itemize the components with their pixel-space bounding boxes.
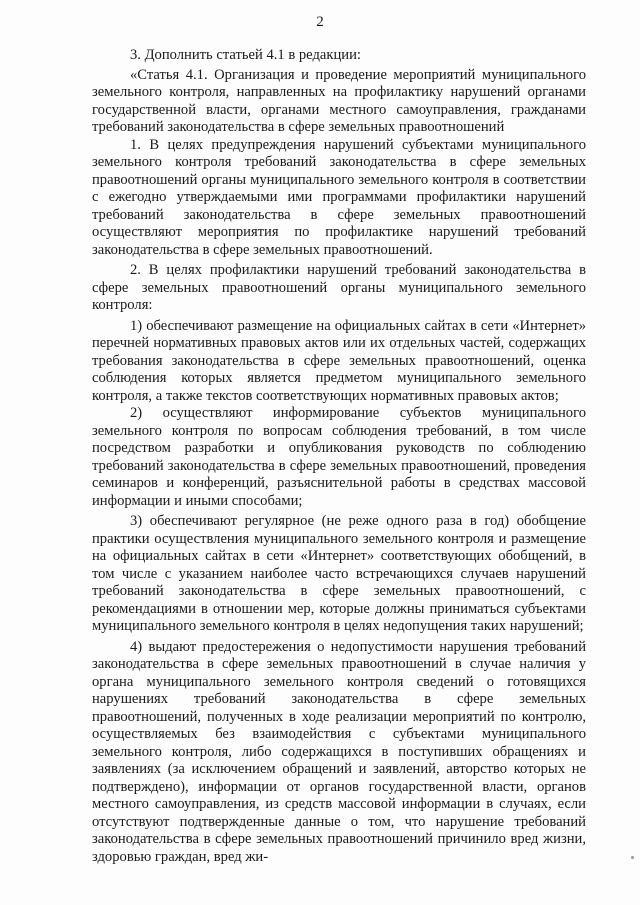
list-item-3: 3) обеспечивают регулярное (не реже одного раза в год) обобщение практики осуществления муниципального земельного контроля и размещение на официальных сайтах в сети «Интернет» соответствующих обобщений, в том числе с указанием наиболее часто встречающихся случаев нарушений требований законодательства в сфере земельных правоотношений, с рекомендациями в отношении мер, которые должны приниматься субъектами муниципального земельного контроля в целях недопущения таких нарушений; — [92, 513, 586, 634]
document-body — [92, 47, 586, 866]
paragraph-2: 2. В целях профилактики нарушений требований законодательства в сфере земельных правоотношений органы муниципального земельного контроля: — [92, 262, 586, 313]
paragraph-1: 1. В целях предупреждения нарушений субъектами муниципального земельного контроля требований законодательства в сфере земельных правоотношений органы муниципального земельного контроля в соответствии с ежегодно утверждаемыми ими программами профилактики нарушений требований законодательства в сфере земельных правоотношений осуществляют мероприятия по профилактике нарушений требований законодательства в сфере земельных правоотношений. — [92, 136, 586, 258]
list-item-4: 4) выдают предостережения о недопустимости нарушения требований законодательства в сфере земельных правоотношений в случае наличия у органа муниципального земельного контроля сведений о готовящихся нарушениях требований законодательства в сфере земельных правоотношений, полученных в ходе реализации мероприятий по контролю, осуществляемых без взаимодействия с субъектами муниципального земельного контроля, либо содержащихся в поступивших обращениях и заявлениях (за исключением обращений и заявлений, авторство которых не подтверждено), информации от органов государственной власти, органов местного самоуправления, из средств массовой информации в случаях, если отсутствуют подтвержденные данные о том, что нарушение требований законодательства в сфере земельных правоотношений причинило вред жизни, здоровью граждан, вред жи- — [92, 638, 586, 865]
article-heading: «Статья 4.1. Организация и проведение мероприятий муниципального земельного контроля, направленных на профилактику нарушений органами государственной власти, органами местного самоуправления, гражданами требований законодательства в сфере земельных правоотношений — [92, 66, 586, 135]
amendment-intro: 3. Дополнить статьей 4.1 в редакции: — [130, 47, 361, 63]
scan-speck — [631, 856, 634, 859]
list-item-1: 1) обеспечивают размещение на официальных сайтах в сети «Интернет» перечней нормативных правовых актов или их отдельных частей, содержащих требования законодательства в сфере земельных правоотношений, оценка соблюдения которых является предметом муниципального земельного контроля, а также текстов соответствующих нормативных правовых актов; — [92, 317, 586, 404]
list-item-2: 2) осуществляют информирование субъектов муниципального земельного контроля по вопросам соблюдения требований, в том числе посредством разработки и опубликования руководств по соблюдению требований законодательства в сфере земельных правоотношений, проведения семинаров и конференций, разъяснительной работы в средствах массовой информации и иными способами; — [92, 405, 586, 509]
page-number: 2 — [316, 14, 324, 30]
